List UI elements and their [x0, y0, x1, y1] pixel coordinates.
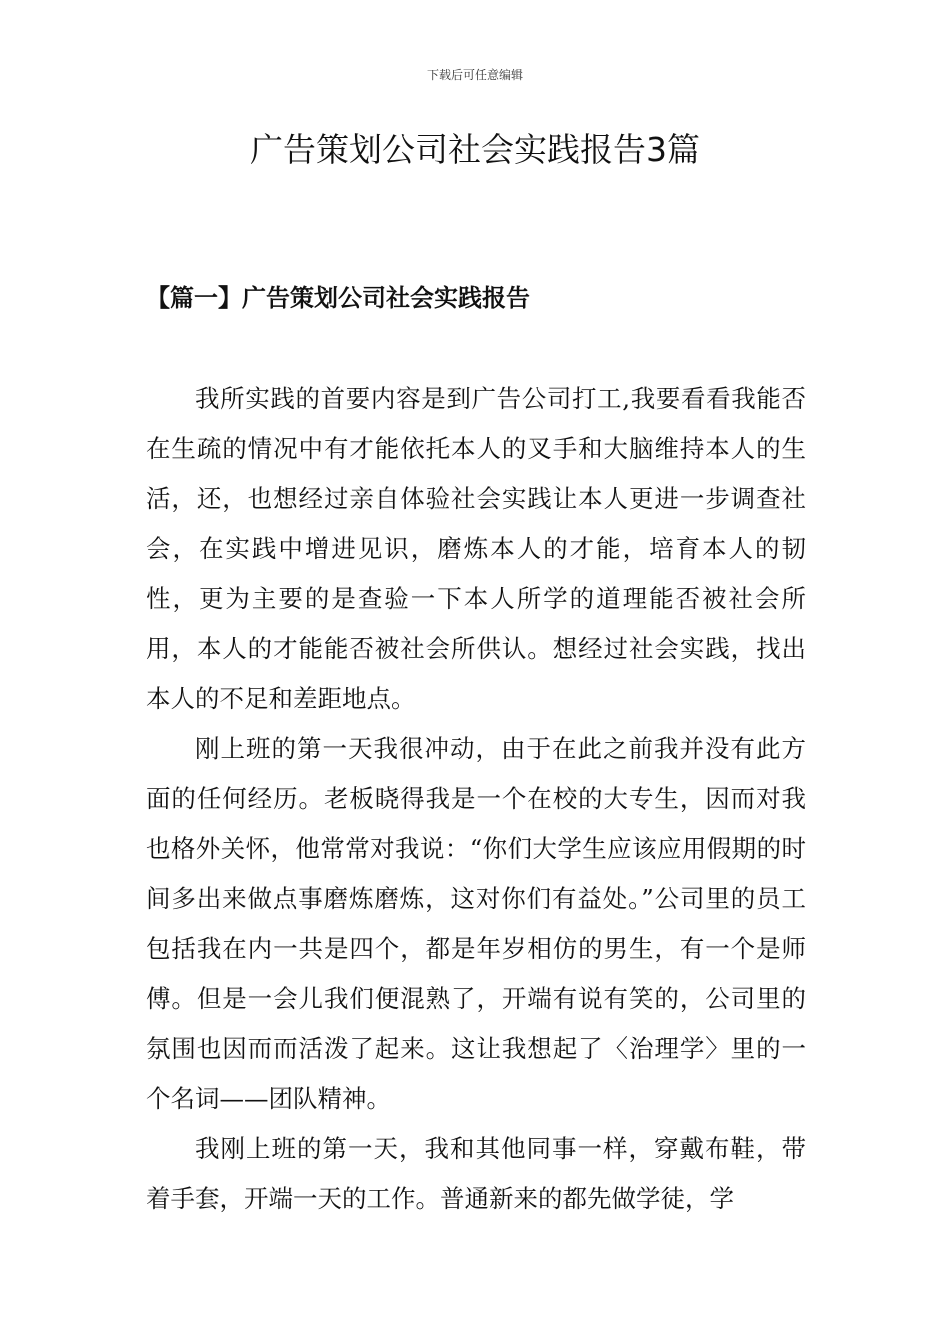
document-title: 广告策划公司社会实践报告3篇 — [250, 130, 700, 169]
paragraph-3: 我刚上班的第一天，我和其他同事一样，穿戴布鞋，带着手套，开端一天的工作。普通新来的都先做学徒，学 — [146, 1134, 806, 1213]
header-note: 下载后可任意编辑 — [426, 68, 523, 82]
paragraph-1: 我所实践的首要内容是到广告公司打工,我要看看我能否在生疏的情况中有才能依托本人的叉手和大脑维持本人的生活，还，也想经过亲自体验社会实践让本人更进一步调查社会，在实践中增进见识，磨炼本人的才能，培育本人的韧性，更为主要的是查验一下本人所学的道理能否被社会所用，本人的才能能否被社会所供认。想经过社会实践，找出本人的不足和差距地点。 — [146, 384, 806, 713]
paragraph-2: 刚上班的第一天我很冲动，由于在此之前我并没有此方面的任何经历。老板晓得我是一个在校的大专生，因而对我也格外关怀，他常常对我说：“你们大学生应该应用假期的时间多出来做点事磨炼磨炼，这对你们有益处。”公司里的员工包括我在内一共是四个，都是年岁相仿的男生，有一个是师傅。但是一会儿我们便混熟了，开端有说有笑的，公司里的氛围也因而而活泼了起来。这让我想起了〈治理学〉里的一个名词——团队精神。 — [146, 734, 806, 1113]
section-heading: 【篇一】广告策划公司社会实践报告 — [146, 283, 530, 312]
body-text — [146, 374, 806, 1224]
